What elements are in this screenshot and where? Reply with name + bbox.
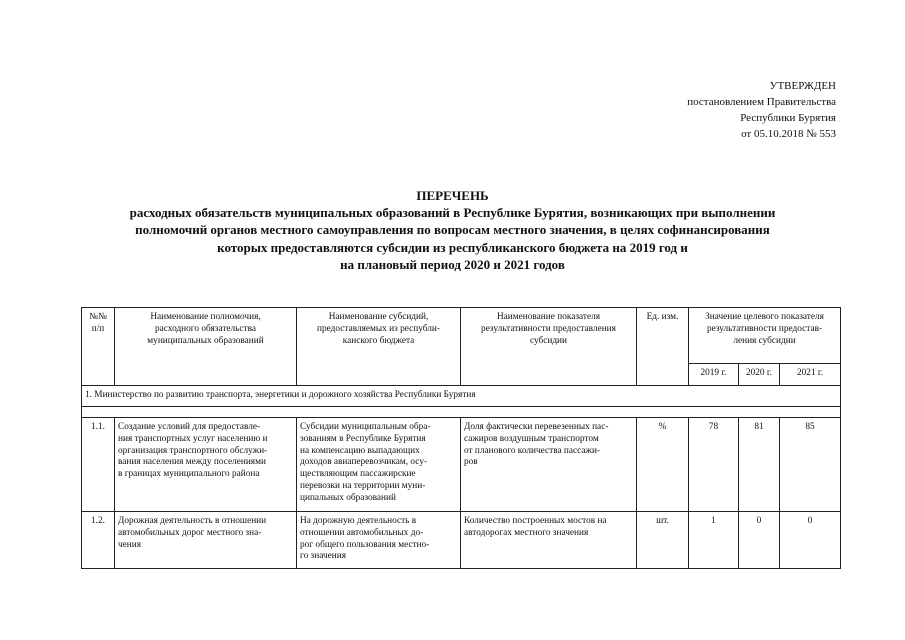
header-year-2021: 2021 г. [780, 364, 841, 386]
approval-heading: УТВЕРЖДЕН [769, 80, 836, 92]
row-unit: % [637, 418, 689, 512]
approval-date-number: от 05.10.2018 № 553 [741, 128, 836, 140]
title-line-1: расходных обязательств муниципальных образований в Республике Бурятия, возникающих при выполнении [129, 205, 776, 221]
row-authority: Создание условий для предоставле- ния транспортных услуг населению и организация транспортного обслужи- вания населения между поселениями в границах муниципального района [115, 418, 297, 512]
table-row [82, 512, 841, 569]
header-subsidy: Наименование субсидий, предоставляемых из республи- канского бюджета [297, 308, 461, 386]
approval-decree: постановлением Правительства [687, 96, 836, 108]
row-indicator: Количество построенных мостов на автодорогах местного значения [461, 512, 637, 569]
row-subsidy: На дорожную деятельность в отношении автомобильных до- рог общего пользования местно- го значения [297, 512, 461, 569]
row-num: 1.1. [82, 418, 115, 512]
title-line-2: полномочий органов местного самоуправления по вопросам местного значения, в целях софинансирования [135, 222, 770, 238]
section-title: 1. Министерство по развитию транспорта, энергетики и дорожного хозяйства Республики Бурятия [82, 386, 841, 407]
row-value-2021: 85 [780, 418, 841, 512]
approval-authority: Республики Бурятия [740, 112, 836, 124]
header-year-2019: 2019 г. [689, 364, 739, 386]
row-unit: шт. [637, 512, 689, 569]
document-title [60, 187, 845, 273]
approval-stamp [687, 78, 836, 142]
header-num: №№ п/п [82, 308, 115, 386]
row-num: 1.2. [82, 512, 115, 569]
header-row [82, 308, 841, 364]
spacer-row [82, 407, 841, 418]
header-indicator: Наименование показателя результативности предоставления субсидии [461, 308, 637, 386]
header-unit: Ед. изм. [637, 308, 689, 386]
row-subsidy: Субсидии муниципальным обра- зованиям в Республике Бурятия на компенсацию выпадающих доходов авиаперевозчикам, осу- ществляющим пассажирские перевозки на территории муни- ципальных образований [297, 418, 461, 512]
title-line-3: которых предоставляются субсидии из республиканского бюджета на 2019 год и [217, 239, 688, 255]
row-value-2020: 81 [739, 418, 780, 512]
row-value-2020: 0 [739, 512, 780, 569]
obligations-table [81, 307, 841, 569]
row-value-2021: 0 [780, 512, 841, 569]
row-authority: Дорожная деятельность в отношении автомобильных дорог местного зна- чения [115, 512, 297, 569]
header-authority: Наименование полномочия, расходного обязательства муниципальных образований [115, 308, 297, 386]
header-year-2020: 2020 г. [739, 364, 780, 386]
section-row [82, 386, 841, 407]
table-row [82, 418, 841, 512]
title-line-4: на плановый период 2020 и 2021 годов [340, 256, 565, 272]
title-heading: ПЕРЕЧЕНЬ [416, 188, 489, 203]
row-value-2019: 78 [689, 418, 739, 512]
row-value-2019: 1 [689, 512, 739, 569]
header-target-value: Значение целевого показателя результативности предостав- ления субсидии [689, 308, 841, 364]
row-indicator: Доля фактически перевезенных пас- сажиров воздушным транспортом от планового количества пассажи- ров [461, 418, 637, 512]
